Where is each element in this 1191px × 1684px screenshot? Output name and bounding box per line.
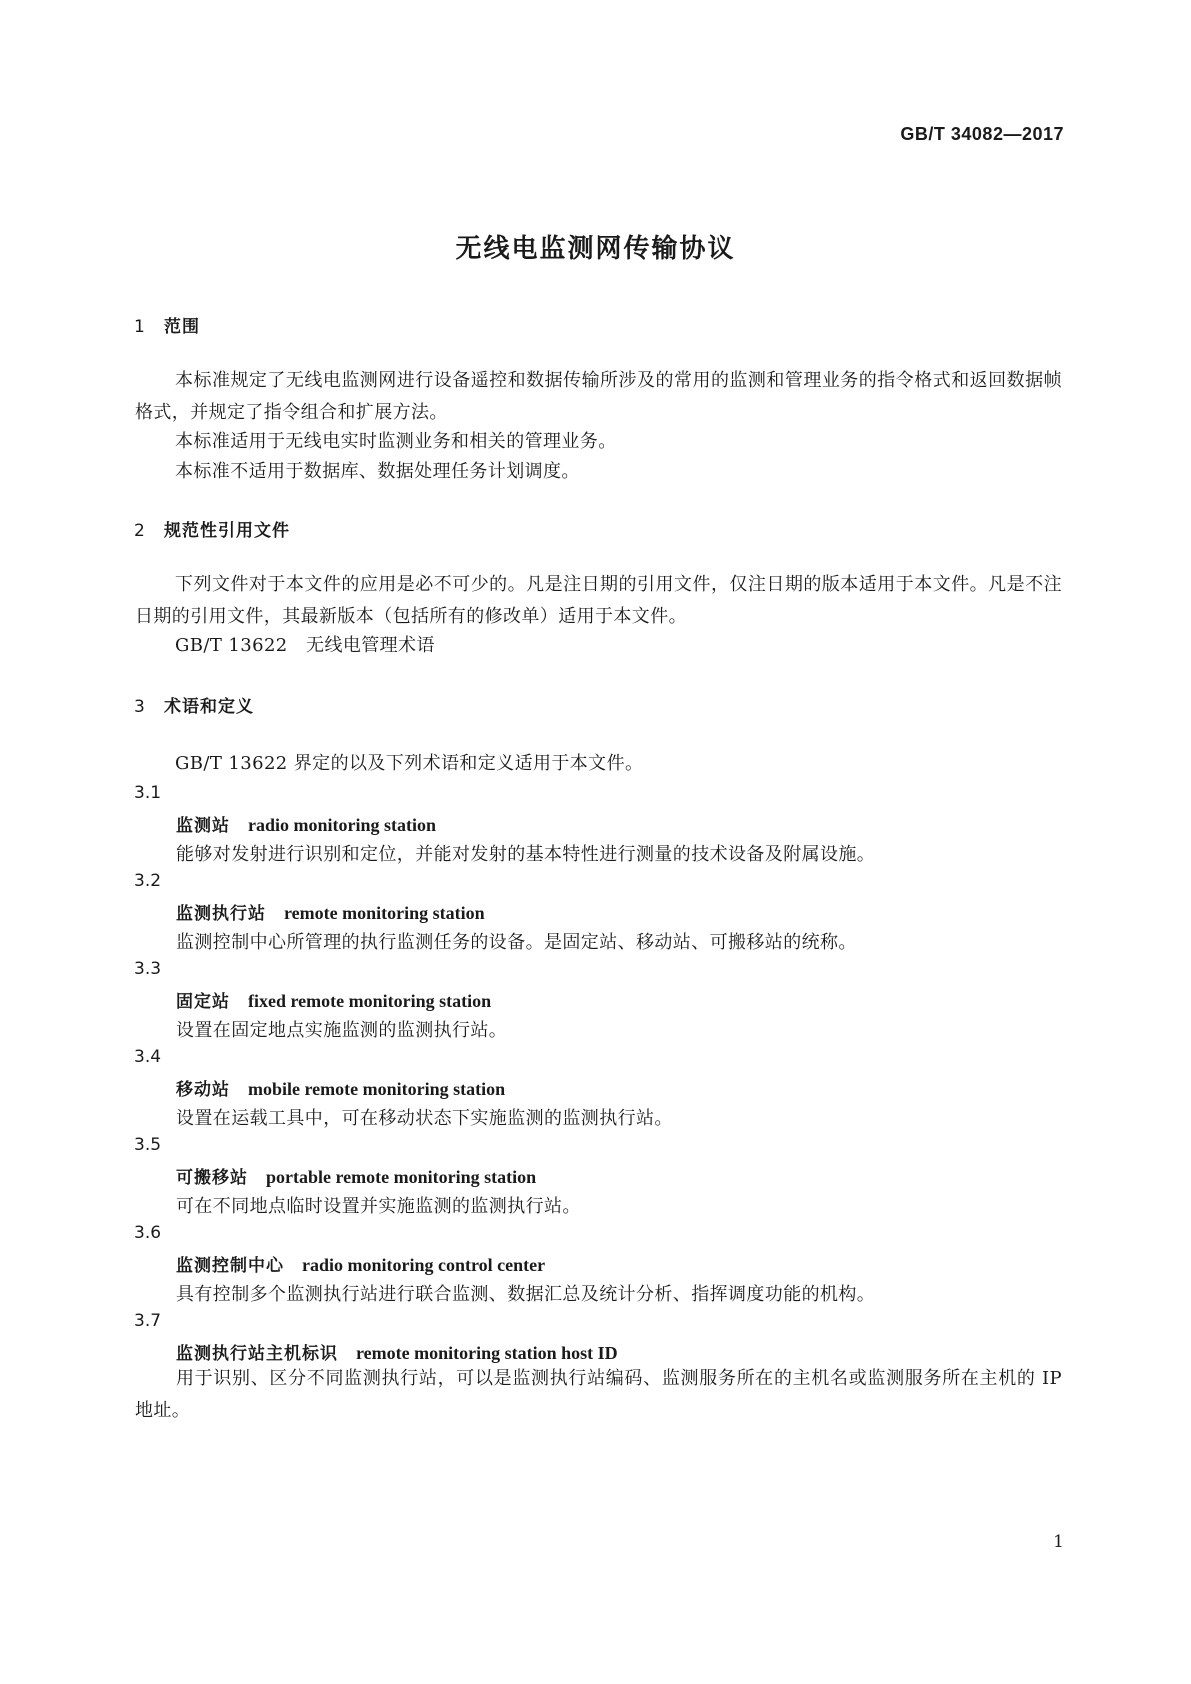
term-name-en: fixed remote monitoring station — [248, 991, 492, 1011]
term-heading — [176, 811, 436, 836]
standard-code: GB/T 34082—2017 — [900, 124, 1064, 144]
references-paragraph: 下列文件对于本文件的应用是必不可少的。凡是注日期的引用文件，仅注日期的版本适用于本文件。凡是不注日期的引用文件，其最新版本（包括所有的修改单）适用于本文件。 — [135, 574, 1062, 627]
section-3-heading — [134, 692, 254, 717]
term-name-en: remote monitoring station — [284, 903, 485, 923]
term-name-en: mobile remote monitoring station — [248, 1079, 506, 1099]
section-title: 术语和定义 — [164, 697, 254, 717]
term-number: 3.1 — [134, 783, 162, 803]
term-number: 3.3 — [134, 959, 162, 979]
term-heading — [176, 1251, 545, 1276]
terms-intro: GB/T 13622 界定的以及下列术语和定义适用于本文件。 — [175, 753, 644, 774]
term-name-zh: 监测控制中心 — [176, 1256, 284, 1276]
term-heading — [176, 987, 491, 1012]
term-definition: 可在不同地点临时设置并实施监测的监测执行站。 — [176, 1196, 581, 1217]
section-number: 2 — [134, 521, 145, 541]
section-title: 范围 — [164, 317, 200, 337]
term-definition: 能够对发射进行识别和定位，并能对发射的基本特性进行测量的技术设备及附属设施。 — [176, 844, 876, 865]
term-heading — [176, 899, 485, 924]
section-number: 1 — [134, 317, 145, 337]
document-title: 无线电监测网传输协议 — [455, 234, 736, 264]
term-name-en: portable remote monitoring station — [266, 1167, 537, 1187]
term-name-zh: 监测执行站 — [176, 904, 266, 924]
scope-paragraph-1: 本标准规定了无线电监测网进行设备遥控和数据传输所涉及的常用的监测和管理业务的指令格式和返回数据帧格式，并规定了指令组合和扩展方法。 — [135, 370, 1062, 423]
term-name-zh: 可搬移站 — [176, 1168, 248, 1188]
term-name-en: radio monitoring station — [248, 815, 437, 835]
section-number: 3 — [134, 697, 145, 717]
term-name-en: remote monitoring station host ID — [356, 1343, 618, 1363]
term-definition: 具有控制多个监测执行站进行联合监测、数据汇总及统计分析、指挥调度功能的机构。 — [176, 1284, 876, 1305]
term-number: 3.4 — [134, 1047, 162, 1067]
section-2-heading — [134, 516, 290, 541]
term-name-zh: 移动站 — [176, 1080, 230, 1100]
section-title: 规范性引用文件 — [164, 521, 290, 541]
term-number: 3.6 — [134, 1223, 162, 1243]
term-name-zh: 监测执行站主机标识 — [176, 1344, 338, 1364]
term-heading — [176, 1339, 618, 1364]
term-name-zh: 监测站 — [176, 816, 230, 836]
term-name-en: radio monitoring control center — [302, 1255, 546, 1275]
section-1-heading — [134, 312, 200, 337]
page-number: 1 — [1053, 1532, 1064, 1552]
term-definition: 用于识别、区分不同监测执行站，可以是监测执行站编码、监测服务所在的主机名或监测服务所在主机的 IP 地址。 — [135, 1368, 1062, 1421]
term-definition: 设置在运载工具中，可在移动状态下实施监测的监测执行站。 — [176, 1108, 673, 1129]
term-definition: 设置在固定地点实施监测的监测执行站。 — [176, 1020, 508, 1041]
scope-paragraph-3: 本标准不适用于数据库、数据处理任务计划调度。 — [175, 461, 580, 482]
term-number: 3.5 — [134, 1135, 162, 1155]
term-heading — [176, 1075, 505, 1100]
term-heading — [176, 1163, 536, 1188]
reference-item: GB/T 13622 无线电管理术语 — [175, 635, 435, 656]
term-definition: 监测控制中心所管理的执行监测任务的设备。是固定站、移动站、可搬移站的统称。 — [176, 932, 857, 953]
term-number: 3.2 — [134, 871, 162, 891]
term-number: 3.7 — [134, 1311, 162, 1331]
term-name-zh: 固定站 — [176, 992, 230, 1012]
scope-paragraph-2: 本标准适用于无线电实时监测业务和相关的管理业务。 — [175, 431, 617, 452]
